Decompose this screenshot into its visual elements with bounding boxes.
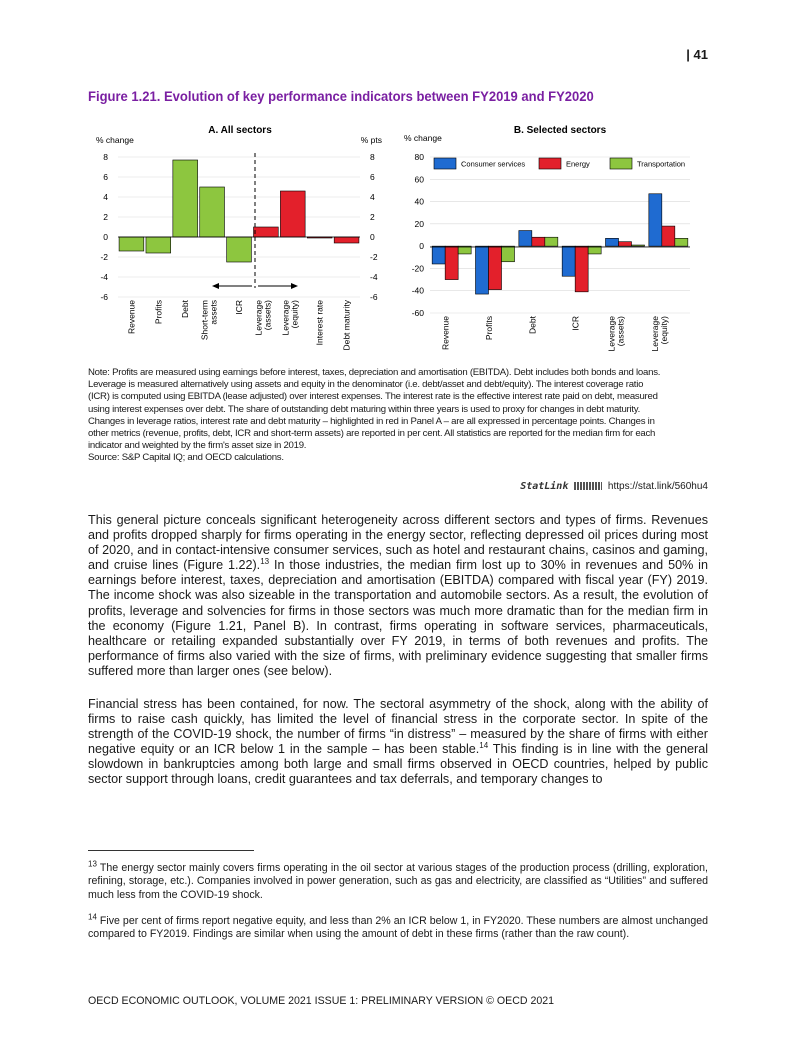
chart-b-bar bbox=[606, 238, 619, 246]
chart-b-bar bbox=[519, 231, 532, 247]
chart-b-legend-swatch bbox=[610, 158, 632, 169]
chart-a-xlabel: Interest rate bbox=[314, 300, 325, 346]
chart-b-bar bbox=[476, 246, 489, 294]
chart-panel-b bbox=[400, 118, 708, 364]
footnote-text: The energy sector mainly covers firms operating in the oil sector at various stages of the production process (drilling, exploration, refining, storage, etc.). Companies involved in power generation, such as gas and electricity, are classified as “Utilities” and suffered much less from the COVID-19 shock. bbox=[88, 862, 708, 901]
chart-b-ytick: -60 bbox=[411, 308, 424, 318]
note-line: using interest expenses over debt. The share of outstanding debt maturing within three years is used to proxy for changes in debt maturity. bbox=[88, 403, 641, 415]
chart-a-right-ylabel: % pts bbox=[360, 135, 382, 145]
chart-b-ylabel: % change bbox=[404, 133, 442, 143]
chart-a-ytick-right: -2 bbox=[370, 252, 378, 262]
chart-a-ytick-right: 8 bbox=[370, 152, 375, 162]
chart-b-ytick: 0 bbox=[419, 241, 424, 252]
paragraph-text: This finding is in line with the general slowdown in bankruptcies among both large and small firms observed in OECD countries, helped by public sector support through loans, credit guarantees and tax deferrals, and temporary changes to bbox=[88, 742, 708, 787]
footnote-ref-14[interactable]: 14 bbox=[479, 741, 489, 751]
footnote-text: Five per cent of firms report negative equity, and less than 2% an ICR below 1, in FY2020. These numbers are almost unchanged compared to FY2019. Findings are similar when using the amount of debt in these firms (rather than the raw count). bbox=[88, 915, 708, 941]
chart-b-bar bbox=[502, 246, 515, 262]
chart-b-bar bbox=[662, 226, 675, 246]
chart-b-xlabel: Leverage(assets) bbox=[606, 316, 626, 352]
figure-source: Source: S&P Capital IQ; and OECD calculations. bbox=[88, 452, 284, 464]
figure-title: Figure 1.21. Evolution of key performance indicators between FY2019 and FY2020 bbox=[88, 88, 594, 104]
chart-a-bar bbox=[227, 237, 252, 262]
chart-a-ytick-left: 0 bbox=[103, 232, 108, 242]
chart-b-legend-label: Transportation bbox=[637, 159, 686, 169]
chart-a-ytick-left: 2 bbox=[103, 212, 108, 222]
chart-b-bar bbox=[532, 237, 545, 246]
chart-a-ytick-left: -4 bbox=[100, 272, 108, 282]
footnote-separator bbox=[88, 850, 254, 851]
chart-a-bar bbox=[146, 237, 171, 253]
chart-b-xlabel: Debt bbox=[527, 316, 538, 334]
chart-a-bar bbox=[254, 227, 279, 237]
chart-a-ytick-left: -2 bbox=[100, 252, 108, 262]
chart-a-bar bbox=[200, 187, 225, 237]
chart-a-ytick-right: -6 bbox=[370, 292, 378, 302]
chart-a-bar bbox=[119, 237, 144, 251]
chart-a-xlabel: Debt bbox=[180, 300, 191, 318]
note-line: other metrics (revenue, profits, debt, ICR and short-term assets) are reported in per cent. All statistics are reported for the median firm for each bbox=[88, 428, 656, 440]
chart-b-legend-swatch bbox=[539, 158, 561, 169]
chart-a-ytick-left: 6 bbox=[103, 172, 108, 182]
chart-a-bar bbox=[173, 160, 198, 237]
statlink-barcode-icon bbox=[574, 482, 602, 490]
chart-b-ytick: 40 bbox=[414, 196, 424, 207]
footnote-number: 13 bbox=[88, 859, 97, 869]
chart-a-xlabel: Leverage(equity) bbox=[280, 300, 300, 336]
chart-b-legend-label: Energy bbox=[566, 159, 590, 169]
chart-a-ytick-left: -6 bbox=[100, 292, 108, 302]
chart-b-xlabel: Revenue bbox=[440, 316, 451, 351]
chart-b-title: B. Selected sectors bbox=[513, 125, 607, 136]
body-paragraph-1 bbox=[88, 513, 708, 679]
chart-a-ytick-right: 2 bbox=[370, 212, 375, 222]
page-number: | 41 bbox=[686, 47, 708, 62]
chart-b-ytick: 80 bbox=[414, 152, 424, 162]
note-line: Note: Profits are measured using earnings before interest, taxes, depreciation and amortisation (EBITDA). Debt includes both bonds and loans. bbox=[88, 367, 661, 378]
paragraph-text: This general picture conceals significant heterogeneity across different sectors and types of firms. Revenues and profits dropped sharply for firms operating in the energy sector, reflecting depressed oil prices during most of 2020, and in contact-intensive consumer services, such as hotel and restaurant chains, casinos and gaming, and cruise lines (Figure 1.22). bbox=[88, 513, 708, 573]
page-footer: OECD ECONOMIC OUTLOOK, VOLUME 2021 ISSUE 1: PRELIMINARY VERSION © OECD 2021 bbox=[88, 995, 555, 1007]
chart-a-ytick-right: 4 bbox=[370, 192, 375, 202]
chart-a-xlabel: Leverage(assets) bbox=[253, 300, 273, 336]
chart-b-bar bbox=[445, 246, 458, 279]
chart-a-bar bbox=[334, 237, 359, 243]
chart-b-bar bbox=[675, 238, 688, 246]
chart-b-legend-swatch bbox=[434, 158, 456, 169]
chart-panel-a bbox=[86, 118, 396, 364]
body-paragraph-2 bbox=[88, 697, 708, 788]
chart-b-bar bbox=[562, 246, 575, 276]
chart-a-xlabel: Debt maturity bbox=[341, 300, 352, 351]
chart-b-ytick: -20 bbox=[411, 263, 424, 274]
chart-b-ytick: -40 bbox=[411, 285, 424, 296]
note-line: Leverage is measured alternatively using assets and equity in the denominator (i.e. debt/asset and debt/equity). The interest coverage ratio bbox=[88, 379, 644, 391]
chart-b-bar bbox=[619, 242, 632, 246]
chart-b-bar bbox=[545, 237, 558, 246]
footnote-number: 14 bbox=[88, 912, 97, 922]
chart-b-bar bbox=[489, 246, 502, 289]
footnote-13 bbox=[88, 859, 708, 902]
paragraph-text: In those industries, the median firm lost up to 30% in revenues and 50% in earnings before interest, taxes, depreciation and amortisation (EBITDA) compared with fiscal year (FY) 2019. The income shock was also sizeable in the transportation and automobile sectors. As a result, the evolution of profits, leverage and solvencies for firms in those sectors was much more dramatic than for the median firm in the economy (Figure 1.21, Panel B). In contrast, firms operating in software services, pharmaceuticals, healthcare or retailing expanded substantially over FY 2019, in terms of both revenues and profits. The performance of firms also varied with the size of firms, with preliminary evidence suggesting that smaller firms suffered more than larger ones (see below). bbox=[88, 558, 708, 678]
chart-a-title: A. All sectors bbox=[208, 125, 272, 136]
chart-a-xlabel: Profits bbox=[153, 300, 164, 325]
chart-a-xlabel: ICR bbox=[234, 300, 244, 315]
chart-a-ytick-left: 4 bbox=[103, 192, 108, 202]
chart-a-xlabel: Short-termassets bbox=[199, 300, 219, 341]
footnote-ref-13[interactable]: 13 bbox=[260, 557, 270, 567]
chart-a-left-ylabel: % change bbox=[96, 135, 134, 145]
note-line: (ICR) is computed using EBITDA (lease adjusted) over interest expenses. The interest rate is the effective interest rate paid on debt, measured bbox=[88, 391, 658, 403]
note-line: indicator and weighted by the firm's asset size in 2019. bbox=[88, 440, 307, 452]
chart-a-xlabel: Revenue bbox=[126, 300, 137, 335]
chart-a-ytick-right: -4 bbox=[370, 272, 378, 282]
chart-b-ytick: 20 bbox=[414, 218, 424, 229]
chart-a-bar bbox=[280, 191, 305, 237]
chart-b-legend-label: Consumer services bbox=[461, 159, 526, 169]
chart-a-ytick-right: 0 bbox=[370, 232, 375, 242]
statlink bbox=[480, 481, 708, 492]
chart-a-ytick-left: 8 bbox=[103, 152, 108, 162]
paragraph-text: Financial stress has been contained, for now. The sectoral asymmetry of the shock, along with the ability of firms to raise cash quickly, has limited the level of financial stress in the corporate sector. In spite of the strength of the COVID-19 shock, the number of firms “in distress” – measured by the share of firms with either negative equity or an ICR below 1 in the sample – has been stable. bbox=[88, 697, 708, 757]
note-line: Changes in leverage ratios, interest rate and debt maturity – highlighted in red in Panel A – are all expressed in percentage points. Changes in bbox=[88, 415, 655, 427]
figure-note bbox=[88, 367, 708, 465]
chart-b-xlabel: Profits bbox=[484, 316, 494, 341]
chart-b-ytick: 60 bbox=[414, 174, 424, 185]
chart-b-bar bbox=[432, 246, 445, 264]
chart-b-bar bbox=[649, 194, 662, 246]
footnote-14 bbox=[88, 912, 708, 942]
statlink-url[interactable]: https://stat.link/560hu4 bbox=[607, 481, 708, 492]
statlink-brand: StatLink bbox=[520, 481, 569, 492]
chart-a-ytick-right: 6 bbox=[370, 172, 375, 182]
chart-b-xlabel: Leverage(equity) bbox=[649, 316, 669, 352]
chart-b-bar bbox=[575, 246, 588, 292]
chart-b-xlabel: ICR bbox=[570, 316, 581, 331]
chart-b-bar bbox=[632, 245, 645, 246]
